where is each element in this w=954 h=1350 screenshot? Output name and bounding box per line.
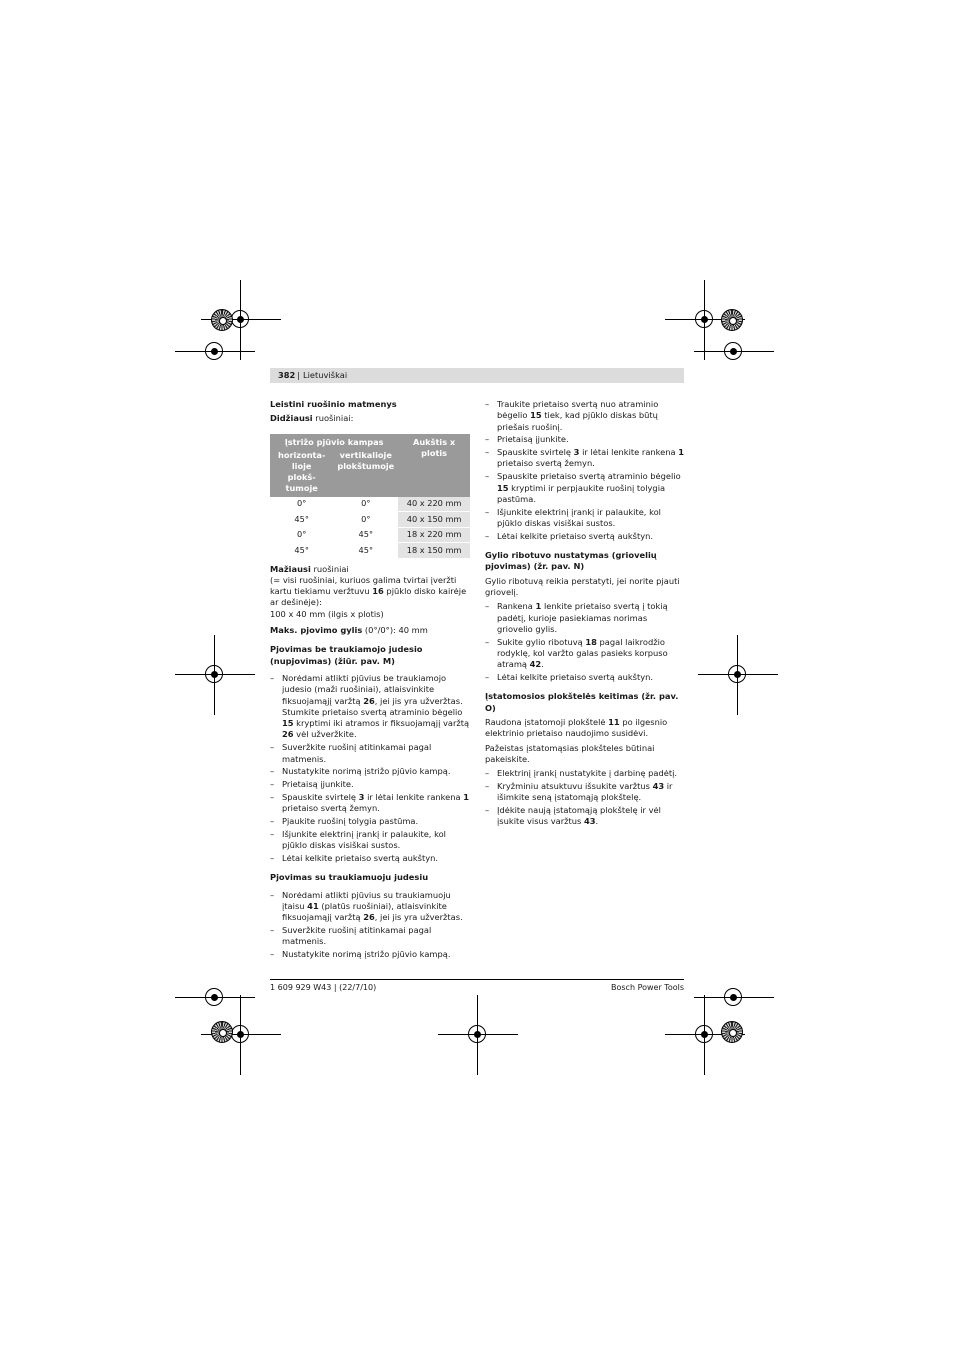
footer-brand: Bosch Power Tools <box>611 983 684 992</box>
instruction-list <box>485 399 685 542</box>
list-item: – Lėtai kelkite prietaiso svertą aukštyn. <box>270 853 470 864</box>
header-separator: | <box>297 370 300 380</box>
paragraph: Raudona įstatomoji plokštelė 11 po ilgesnio elektrinio prietaiso naudojimo susidėvi. <box>485 716 668 739</box>
workpiece-size-table <box>270 434 470 559</box>
paragraph: Pažeistas įstatomąsias plokšteles būtinai pakeiskite. <box>485 742 655 764</box>
right-column <box>485 399 685 829</box>
list-item: – Pjaukite ruošinį tolygia pastūma. <box>270 816 470 827</box>
list-item: – Išjunkite elektrinį įrankį ir palaukite, kol pjūklo diskas visiškai sustos. <box>485 507 685 530</box>
list-item: – Suveržkite ruošinį atitinkamai pagal matmenis. <box>270 925 470 948</box>
crop-mark-mid-right <box>698 635 778 715</box>
list-item: – Elektrinį įrankį nustatykite į darbinę padėtį. <box>485 768 685 779</box>
list-item: – Rankena 1 lenkite prietaiso svertą į tokią padėtį, kurioje pasiekiamas norimas griovelio gylis. <box>485 601 685 635</box>
list-item: – Spauskite svirtelę 3 ir lėtai lenkite rankena 1 prietaiso svertą žemyn. <box>270 792 470 815</box>
list-item: – Prietaisą įjunkite. <box>270 779 470 790</box>
list-item: – Sukite gylio ribotuvą 18 pagal laikrodžio rodyklę, kol varžto galas pasieks korpuso atramą 42. <box>485 637 685 671</box>
registration-mark-icon <box>211 309 233 331</box>
section-title: Leistini ruošinio matmenys <box>270 399 397 409</box>
instruction-list <box>270 890 470 961</box>
table-header-angle: Įstrižo pjūvio kampas <box>270 434 398 450</box>
table-row: 45° 0° 40 x 150 mm <box>270 512 470 528</box>
section-title: Įstatomosios plokštelės keitimas (žr. pav. O) <box>485 691 679 713</box>
page-header <box>270 368 684 383</box>
list-item: – Norėdami atlikti pjūvius su traukiamuoju įtaisu 41 (platūs ruošiniai), atlaisvinkite fiksuojamąjį varžtą 26, jei jis yra užveržtas. <box>270 890 470 924</box>
table-subheader-horizontal: horizonta-lioje plokš-tumoje <box>270 450 333 497</box>
section-title: Pjovimas su traukiamuoju judesiu <box>270 872 429 883</box>
min-workpiece-text: Mažiausi ruošiniai (= visi ruošiniai, kuriuos galima tvirtai įveržti kartu tiekiamu veržtuvu 16 pjūklo disko kairėje ar dešinėje): 100 x 40 mm (ilgis x plotis) <box>270 563 467 619</box>
list-item: – Kryžminiu atsuktuvu išsukite varžtus 43 ir išimkite seną įstatomąją plokštelę. <box>485 781 685 804</box>
table-row: 0° 0° 40 x 220 mm <box>270 497 470 512</box>
list-item: – Lėtai kelkite prietaiso svertą aukštyn. <box>485 531 685 542</box>
instruction-list <box>485 768 685 827</box>
section-title: Pjovimas be traukiamojo judesio (nupjovimas) (žiūr. pav. M) <box>270 644 423 666</box>
table-row: 0° 45° 18 x 220 mm <box>270 527 470 543</box>
list-item: – Prietaisą įjunkite. <box>485 434 685 445</box>
list-item: – Norėdami atlikti pjūvius be traukiamojo judesio (maži ruošiniai), atlaisvinkite fiksuojamąjį varžtą 26, jei jis yra užveržtas. Stumkite prietaiso svertą atraminio bėgelio 15 kryptimi iki atramos ir fiksuojamąjį varžtą 26 vėl užveržkite. <box>270 673 470 741</box>
left-column <box>270 399 470 962</box>
footer-rule <box>270 979 684 980</box>
list-item: – Traukite prietaiso svertą nuo atraminio bėgelio 15 tiek, kad pjūklo diskas būtų priešais ruošinį. <box>485 399 685 433</box>
page-number: 382 <box>278 370 296 380</box>
list-item: – Suveržkite ruošinį atitinkamai pagal matmenis. <box>270 742 470 765</box>
list-item: – Lėtai kelkite prietaiso svertą aukštyn. <box>485 672 685 683</box>
max-depth-text: Maks. pjovimo gylis (0°/0°): 40 mm <box>270 625 428 636</box>
registration-mark-icon <box>721 309 743 331</box>
list-item: – Spauskite svirtelę 3 ir lėtai lenkite rankena 1 prietaiso svertą žemyn. <box>485 447 685 470</box>
header-language: Lietuviškai <box>303 370 348 380</box>
table-subheader-vertical: vertikalioje plokštumoje <box>333 450 398 497</box>
registration-mark-icon <box>211 1021 233 1043</box>
instruction-list <box>485 601 685 683</box>
registration-mark-icon <box>721 1021 743 1043</box>
crop-mark-bottom-center <box>438 995 518 1075</box>
max-workpiece-label: Didžiausi ruošiniai: <box>270 413 354 424</box>
list-item: – Įdėkite naują įstatomąją plokštelę ir vėl įsukite visus varžtus 43. <box>485 805 685 828</box>
crop-mark-mid-left <box>175 635 255 715</box>
list-item: – Spauskite prietaiso svertą atraminio bėgelio 15 kryptimi ir perpjaukite ruošinį tolygia pastūma. <box>485 471 685 505</box>
table-header-size: Aukštis x plotis <box>398 434 470 497</box>
list-item: – Išjunkite elektrinį įrankį ir palaukite, kol pjūklo diskas visiškai sustos. <box>270 829 470 852</box>
list-item: – Nustatykite norimą įstrižo pjūvio kampą. <box>270 949 470 960</box>
section-title: Gylio ribotuvo nustatymas (griovelių pjovimas) (žr. pav. N) <box>485 550 657 572</box>
list-item: – Nustatykite norimą įstrižo pjūvio kampą. <box>270 766 470 777</box>
table-row: 45° 45° 18 x 150 mm <box>270 543 470 559</box>
instruction-list <box>270 673 470 864</box>
paragraph: Gylio ribotuvą reikia perstatyti, jei norite pjauti griovelį. <box>485 575 680 597</box>
footer-doc-id: 1 609 929 W43 | (22/7/10) <box>270 983 377 992</box>
